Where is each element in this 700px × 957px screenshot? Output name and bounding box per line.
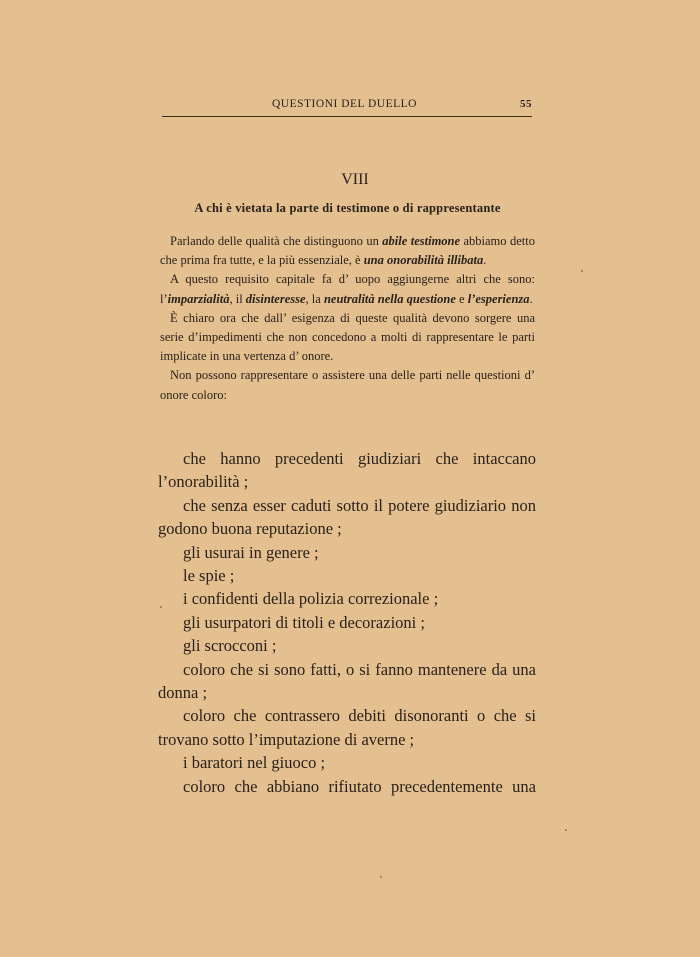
list-item: gli scrocconi ; — [183, 636, 277, 656]
list-item: coloro che si sono fatti, o si fanno mantenere da una donna ; — [158, 659, 536, 703]
text-run: Parlando delle qualità che distinguono un — [170, 234, 383, 248]
text-run: e — [455, 291, 468, 306]
paragraph-1 — [160, 232, 535, 270]
paragraph-3: È chiaro ora che dall’ esigenza di queste qualità devono sorgere una serie d’impedimenti che non concedono a molti di rappresentare le parti implicate in una vertenza d’ onore. — [160, 310, 535, 364]
paper-speck — [160, 606, 162, 608]
text-run: . — [483, 253, 487, 268]
emphasis: l’esperienza — [467, 291, 530, 306]
chapter-title: A chi è vietata la parte di testimone o di rappresentante — [194, 201, 501, 215]
page-header — [162, 96, 532, 116]
list-item: i confidenti della polizia correzionale ; — [183, 589, 439, 609]
list-item: che hanno precedenti giudiziari che intaccano l’onorabilità ; — [158, 449, 536, 492]
emphasis: abile testimone — [382, 234, 461, 248]
list-item: le spie ; — [183, 566, 235, 586]
emphasis: neutralità nella questione — [323, 291, 456, 306]
chapter-number: VIII — [341, 171, 369, 188]
paragraph-2 — [160, 270, 535, 308]
header-rule — [162, 116, 532, 117]
list-item: gli usurai in genere ; — [183, 542, 319, 562]
list-item: coloro che abbiano rifiutato precedentemente una — [183, 776, 536, 796]
exclusion-list — [158, 447, 536, 798]
text-run: A questo requisito capitale fa d’ uopo aggiungerne altri che sono: l’ — [160, 272, 535, 306]
text-run: , la — [305, 291, 324, 306]
page-number: 55 — [520, 98, 532, 110]
paper-speck — [380, 876, 382, 878]
running-title: QUESTIONI DEL DUELLO — [272, 98, 417, 110]
emphasis: imparzialità — [167, 291, 230, 306]
text-run: abbiamo detto che prima fra tutte, e la più essenziale, è — [160, 234, 535, 268]
paper-speck — [581, 270, 583, 272]
list-item: gli usurpatori di titoli e decorazioni ; — [183, 612, 425, 632]
text-run: . — [529, 291, 533, 306]
text-run: , il — [229, 291, 246, 306]
paragraph-4: Non possono rappresentare o assistere una delle parti nelle questioni d’ onore coloro: — [160, 368, 535, 402]
list-item: coloro che contrassero debiti disonoranti o che si trovano sotto l’imputazione di averne ; — [158, 706, 536, 749]
list-item: i baratori nel giuoco ; — [183, 753, 326, 773]
list-item: che senza esser caduti sotto il potere giudiziario non godono buona reputazione ; — [158, 495, 536, 539]
paper-speck — [565, 829, 567, 831]
emphasis: disinteresse — [245, 291, 306, 306]
intro-paragraphs — [160, 232, 535, 405]
emphasis: una onorabilità illibata — [363, 253, 484, 268]
